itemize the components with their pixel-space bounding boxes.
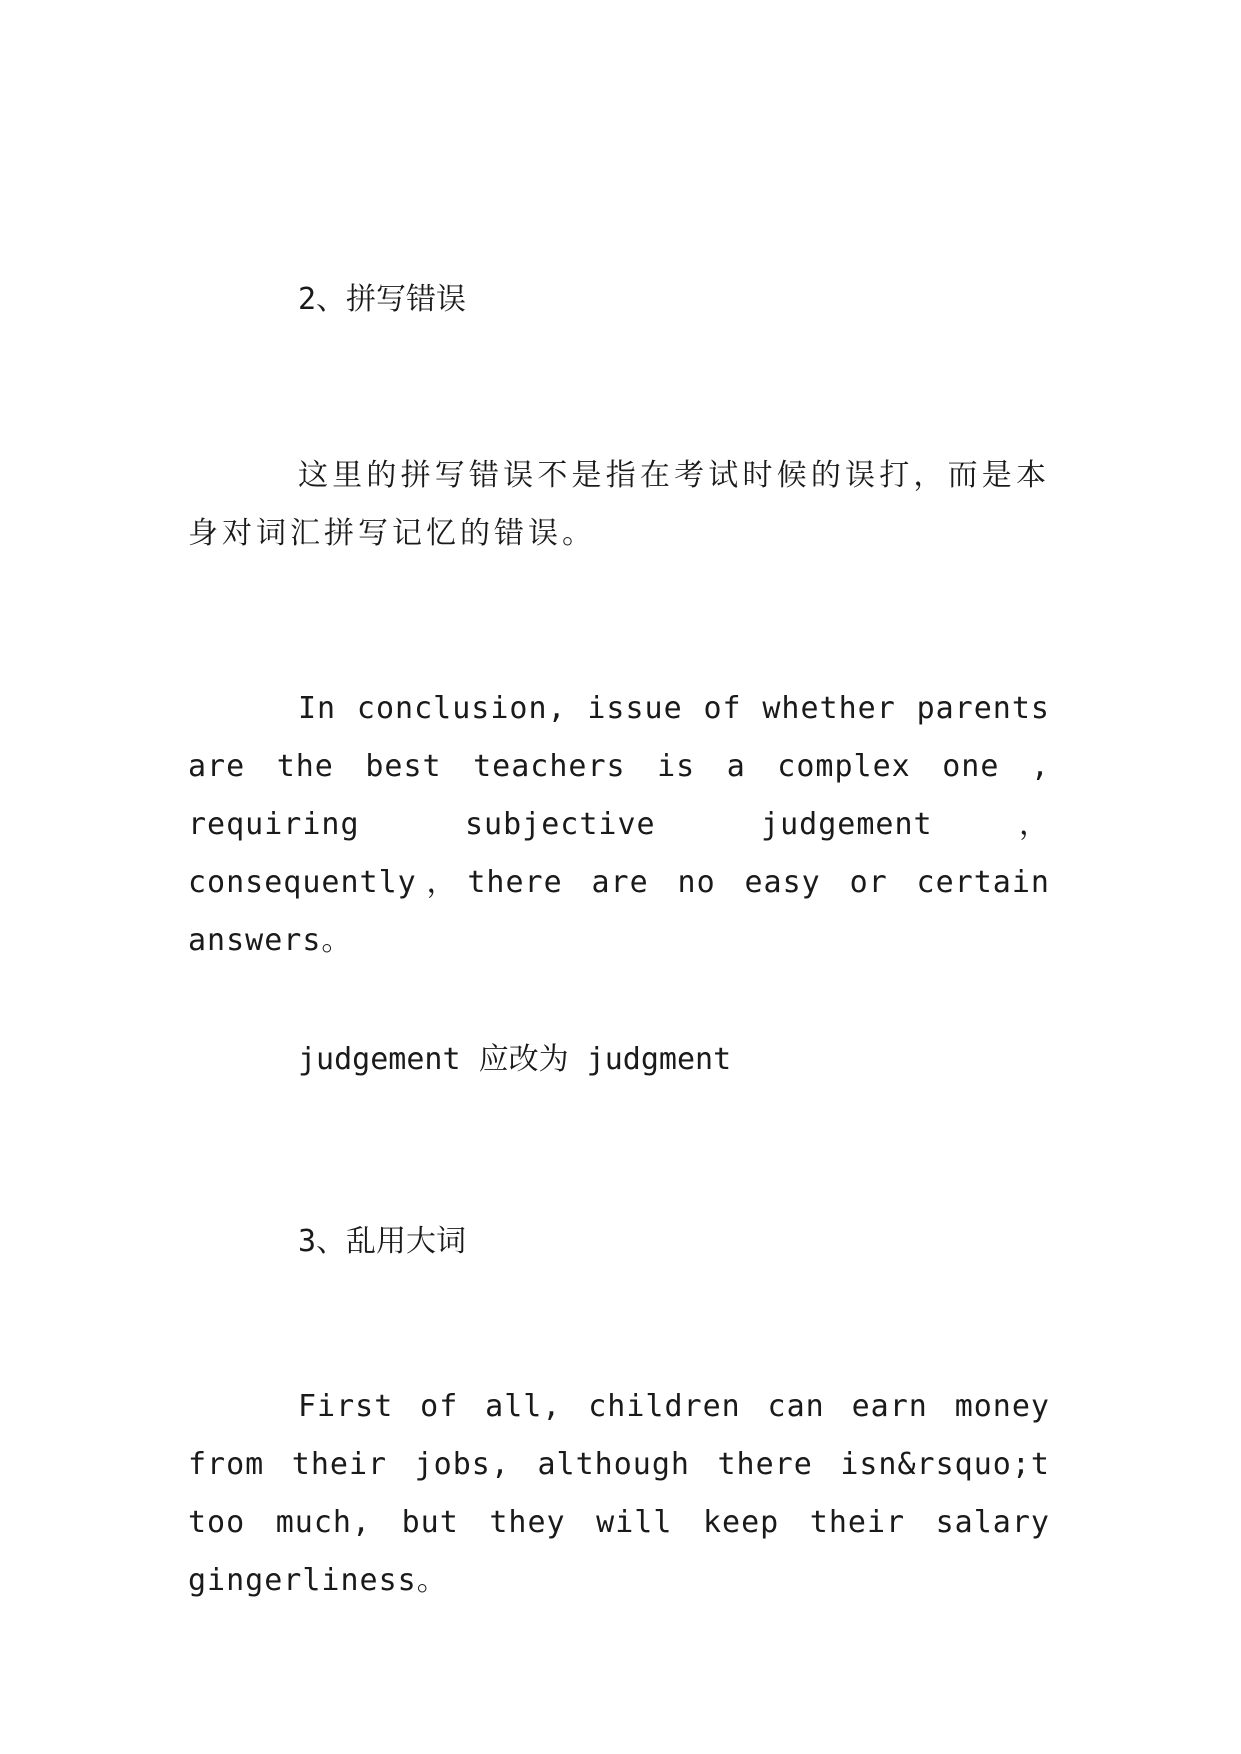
spelling-correction-note: judgement 应改为 judgment <box>298 1042 732 1077</box>
spelling-example-paragraph: In conclusion, issue of whether parents are the best teachers is a complex one , requiring subjective judgement，consequently，there are no easy or certain answers。 <box>188 691 1050 958</box>
section-heading-big-words: 3、乱用大词 <box>298 1224 467 1259</box>
big-words-example-paragraph: First of all, children can earn money from their jobs, although there isn&rsquo;t too much, but they will keep their salary gingerliness。 <box>188 1389 1050 1598</box>
spelling-description: 这里的拼写错误不是指在考试时候的误打，而是本身对词汇拼写记忆的错误。 <box>188 458 1050 551</box>
section-heading-spelling: 2、拼写错误 <box>298 282 467 317</box>
